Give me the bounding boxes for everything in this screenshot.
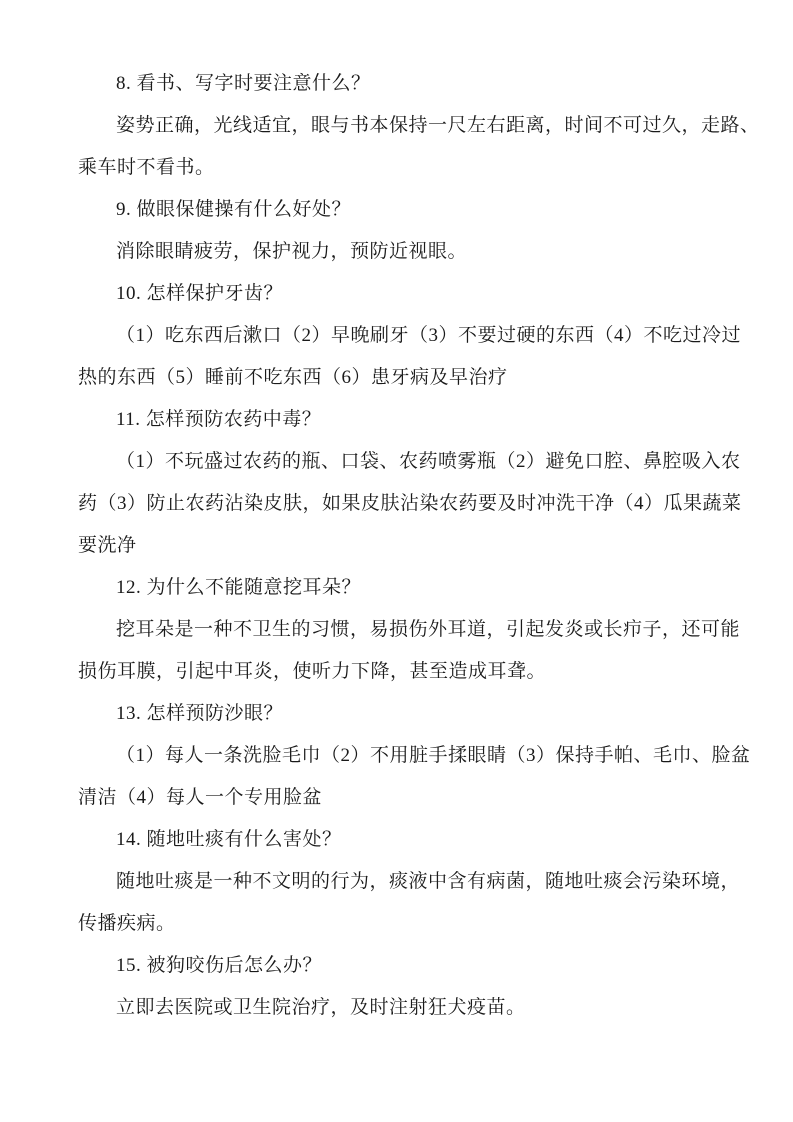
text-line: 9. 做眼保健操有什么好处？ xyxy=(116,199,352,220)
text-line: 14. 随地吐痰有什么害处？ xyxy=(116,829,342,850)
text-line: 姿势正确，光线适宜，眼与书本保持一尺左右距离，时间不可过久，走路、 xyxy=(116,115,760,136)
text-line: 8. 看书、写字时要注意什么？ xyxy=(116,73,371,94)
text-line: 15. 被狗咬伤后怎么办？ xyxy=(116,955,323,976)
text-line: 要洗净 xyxy=(78,535,137,556)
text-line: 13. 怎样预防沙眼？ xyxy=(116,703,284,724)
text-line: 12. 为什么不能随意挖耳朵？ xyxy=(116,577,362,598)
text-line: 立即去医院或卫生院治疗，及时注射狂犬疫苗。 xyxy=(116,997,526,1018)
text-line: 药（3）防止农药沾染皮肤，如果皮肤沾染农药要及时冲洗干净（4）瓜果蔬菜 xyxy=(78,493,742,514)
text-line: 热的东西（5）睡前不吃东西（6）患牙病及早治疗 xyxy=(78,367,508,388)
text-line: 损伤耳膜，引起中耳炎，使听力下降，甚至造成耳聋。 xyxy=(78,661,547,682)
text-line: 挖耳朵是一种不卫生的习惯，易损伤外耳道，引起发炎或长疖子，还可能 xyxy=(116,619,741,640)
text-line: 随地吐痰是一种不文明的行为，痰液中含有病菌，随地吐痰会污染环境， xyxy=(116,871,741,892)
text-line: 清洁（4）每人一个专用脸盆 xyxy=(78,787,323,808)
text-line: 传播疾病。 xyxy=(78,913,176,934)
text-line: 11. 怎样预防农药中毒？ xyxy=(116,409,322,430)
text-line: （1）吃东西后漱口（2）早晚刷牙（3）不要过硬的东西（4）不吃过冷过 xyxy=(116,325,742,346)
text-line: （1）每人一条洗脸毛巾（2）不用脏手揉眼睛（3）保持手帕、毛巾、脸盆 xyxy=(116,745,751,766)
text-line: 10. 怎样保护牙齿？ xyxy=(116,283,284,304)
text-line: 乘车时不看书。 xyxy=(78,157,215,178)
text-line: 消除眼睛疲劳，保护视力，预防近视眼。 xyxy=(116,241,468,262)
text-line: （1）不玩盛过农药的瓶、口袋、农药喷雾瓶（2）避免口腔、鼻腔吸入农 xyxy=(116,451,741,472)
